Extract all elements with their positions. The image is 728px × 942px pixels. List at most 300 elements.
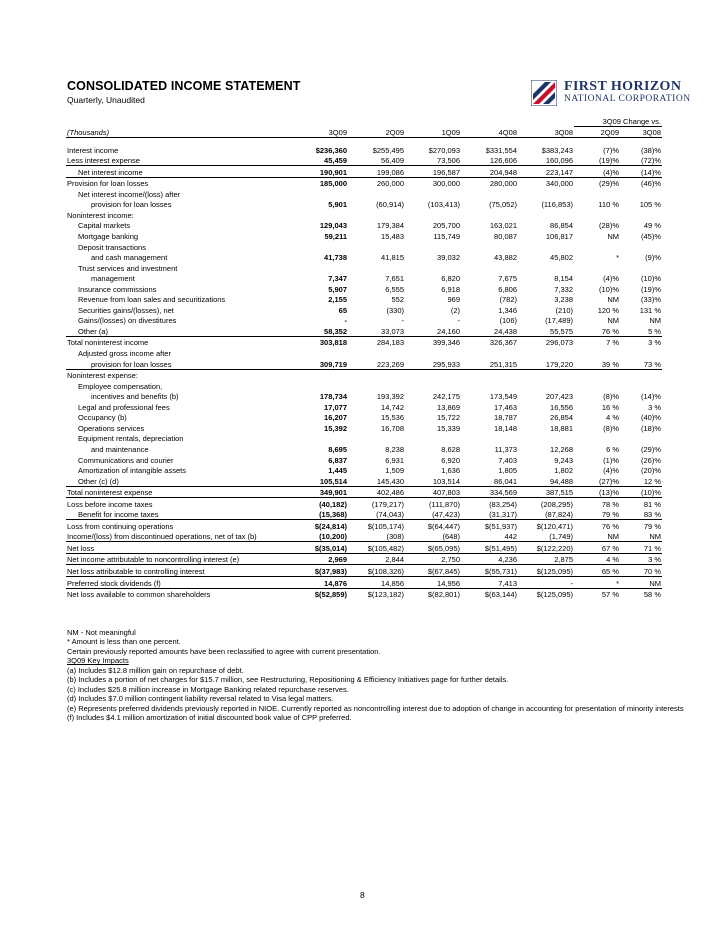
statement-row xyxy=(66,220,662,231)
value-cell: 179,220 xyxy=(545,359,573,369)
row-label: Loss from continuing operations xyxy=(66,520,288,531)
value-cell: 1,346 xyxy=(498,305,517,315)
statement-row xyxy=(66,486,662,498)
value-cell: 207,423 xyxy=(545,392,573,402)
value-cell: 205,700 xyxy=(432,221,460,231)
value-cell xyxy=(348,380,405,391)
change-vs-2q09: (10)% xyxy=(598,284,619,294)
value-cell xyxy=(518,209,574,220)
value-cell: 160,096 xyxy=(545,156,573,166)
value-3q09: 14,876 xyxy=(288,576,348,588)
change-vs-2q09: 65 % xyxy=(574,565,620,577)
value-3q09 xyxy=(288,433,348,444)
col-header-2q09: 2Q09 xyxy=(348,126,405,138)
value-3q09: 45,459 xyxy=(324,156,347,166)
col-header-4q08: 4Q08 xyxy=(461,126,518,138)
value-cell: 7,332 xyxy=(554,284,573,294)
value-cell: 45,802 xyxy=(550,253,573,263)
value-3q09: (15,368) xyxy=(319,510,347,520)
value-cell: 15,722 xyxy=(437,413,460,423)
value-cell: 103,514 xyxy=(432,476,460,486)
change-vs-3q08 xyxy=(620,347,662,358)
value-cell xyxy=(461,433,518,444)
row-label: Trust services and investment xyxy=(78,263,178,273)
value-cell xyxy=(405,433,461,444)
change-vs-2q09: NM xyxy=(607,295,619,305)
value-cell xyxy=(461,241,518,252)
statement-row xyxy=(66,252,662,263)
statement-row xyxy=(66,315,662,326)
value-cell: 8,238 xyxy=(385,444,404,454)
change-vs-2q09: (28)% xyxy=(598,221,619,231)
row-label: Loss before income taxes xyxy=(66,498,288,509)
change-vs-3q08: (46)% xyxy=(620,177,662,188)
row-label: Securities gains/(losses), net xyxy=(78,305,174,315)
logo-mark-icon xyxy=(531,80,557,106)
change-vs-3q08: 105 % xyxy=(639,200,661,210)
value-3q09: 349,901 xyxy=(288,486,348,498)
value-cell: 2,844 xyxy=(348,553,405,565)
value-cell xyxy=(405,369,461,380)
change-vs-3q08: (72)% xyxy=(640,156,661,166)
value-cell: 6,820 xyxy=(441,274,460,284)
value-3q09: 6,837 xyxy=(328,455,347,465)
value-cell: 18,787 xyxy=(494,413,517,423)
statement-row xyxy=(66,283,662,294)
change-vs-2q09 xyxy=(574,241,620,252)
change-vs-3q08: (45)% xyxy=(640,232,661,242)
value-cell: 7,413 xyxy=(461,576,518,588)
change-vs-2q09: 16 % xyxy=(601,402,619,412)
value-cell: 442 xyxy=(504,532,517,542)
value-cell: 552 xyxy=(391,295,404,305)
change-vs-2q09: 78 % xyxy=(574,498,620,509)
change-vs-2q09: (29)% xyxy=(574,177,620,188)
value-cell: $(125,095) xyxy=(518,588,574,599)
value-cell: 16,556 xyxy=(550,402,573,412)
change-vs-2q09: 120 % xyxy=(597,305,619,315)
value-cell: $(108,326) xyxy=(348,565,405,577)
statement-row xyxy=(66,475,662,486)
value-cell: (83,254) xyxy=(461,498,518,509)
value-3q09 xyxy=(288,209,348,220)
value-3q09: $(37,983) xyxy=(288,565,348,577)
change-vs-3q08: 70 % xyxy=(620,565,662,577)
value-cell: (111,870) xyxy=(405,498,461,509)
value-cell: 3,238 xyxy=(554,295,573,305)
value-cell: 969 xyxy=(447,295,460,305)
change-vs-2q09: (4)% xyxy=(574,166,620,178)
value-cell: (87,824) xyxy=(545,510,573,520)
statement-row xyxy=(66,369,662,380)
value-3q09: 1,445 xyxy=(328,466,347,476)
value-cell: 179,384 xyxy=(376,221,404,231)
value-cell: 6,806 xyxy=(498,284,517,294)
change-vs-2q09: 76 % xyxy=(574,520,620,531)
value-3q09 xyxy=(288,369,348,380)
change-vs-3q08: (9)% xyxy=(645,253,661,263)
change-vs-2q09 xyxy=(574,369,620,380)
statement-row xyxy=(66,155,662,166)
value-cell: (75,052) xyxy=(489,200,517,210)
value-cell: (782) xyxy=(499,295,517,305)
col-header-label: (Thousands) xyxy=(66,126,288,138)
value-3q09: 2,969 xyxy=(288,553,348,565)
value-cell: - xyxy=(518,576,574,588)
statement-row xyxy=(66,401,662,412)
value-3q09: 185,000 xyxy=(288,177,348,188)
col-header-chg-3q08: 3Q08 xyxy=(620,126,662,138)
change-vs-3q08: (19)% xyxy=(640,284,661,294)
note-a: (a) Includes $12.8 million gain on repurchase of debt. xyxy=(67,665,244,675)
value-cell: $(63,144) xyxy=(461,588,518,599)
change-group-label: 3Q09 Change vs. xyxy=(574,115,662,126)
value-cell: 11,373 xyxy=(494,444,517,454)
value-cell: 223,269 xyxy=(376,359,404,369)
value-3q09 xyxy=(288,241,348,252)
value-cell: 251,315 xyxy=(489,359,517,369)
statement-row xyxy=(66,347,662,358)
change-vs-2q09: 110 % xyxy=(598,200,619,210)
change-vs-3q08 xyxy=(620,369,662,380)
change-vs-3q08 xyxy=(620,241,662,252)
statement-row xyxy=(66,380,662,391)
value-cell: 204,948 xyxy=(461,166,518,178)
row-label: and maintenance xyxy=(91,444,149,454)
value-cell: (106) xyxy=(499,316,517,326)
value-cell xyxy=(518,188,574,199)
change-vs-3q08: (26)% xyxy=(640,455,661,465)
change-vs-2q09: 4 % xyxy=(574,553,620,565)
value-cell: 145,430 xyxy=(376,476,404,486)
value-cell xyxy=(518,433,574,444)
statement-row xyxy=(66,177,662,188)
value-3q09: 5,907 xyxy=(328,284,347,294)
row-label: Noninterest income: xyxy=(67,210,134,220)
row-label: Net loss attributable to controlling interest xyxy=(66,565,288,577)
value-cell: 14,856 xyxy=(348,576,405,588)
change-vs-2q09: 76 % xyxy=(601,326,619,336)
value-cell: (60,914) xyxy=(376,200,404,210)
value-cell xyxy=(461,262,518,273)
value-cell: $255,495 xyxy=(372,145,404,155)
value-cell: 280,000 xyxy=(461,177,518,188)
value-3q09 xyxy=(288,380,348,391)
change-vs-2q09 xyxy=(574,209,620,220)
value-cell xyxy=(405,209,461,220)
statement-row xyxy=(66,199,662,210)
value-cell xyxy=(405,241,461,252)
value-cell: 296,073 xyxy=(518,336,574,347)
value-cell: 106,817 xyxy=(545,232,573,242)
value-cell xyxy=(348,262,405,273)
change-vs-2q09 xyxy=(574,347,620,358)
change-vs-2q09: (27)% xyxy=(598,476,619,486)
value-cell: 39,032 xyxy=(437,253,460,263)
statement-row xyxy=(66,531,662,542)
value-cell: 260,000 xyxy=(348,177,405,188)
value-cell: $(122,220) xyxy=(518,542,574,554)
value-3q09: $(52,859) xyxy=(288,588,348,599)
statement-row xyxy=(66,230,662,241)
change-vs-2q09: 7 % xyxy=(574,336,620,347)
value-cell: $(65,095) xyxy=(405,542,461,554)
note-reclassified: Certain previously reported amounts have been reclassified to agree with current presentation. xyxy=(67,646,381,656)
value-cell: 86,041 xyxy=(494,476,517,486)
value-cell: (648) xyxy=(442,532,460,542)
value-cell: (17,489) xyxy=(545,316,573,326)
value-cell: $(67,845) xyxy=(405,565,461,577)
value-cell: 18,881 xyxy=(550,423,573,433)
value-cell: (1,749) xyxy=(549,532,573,542)
change-vs-2q09: (4)% xyxy=(603,466,619,476)
change-vs-3q08 xyxy=(620,188,662,199)
value-cell: 326,367 xyxy=(461,336,518,347)
row-label: Total noninterest expense xyxy=(66,486,288,498)
statement-row xyxy=(66,443,662,454)
change-vs-2q09 xyxy=(574,262,620,273)
value-cell xyxy=(518,347,574,358)
row-label: Gains/(losses) on divestitures xyxy=(78,316,177,326)
value-cell xyxy=(518,369,574,380)
value-cell xyxy=(348,347,405,358)
change-vs-2q09: (1)% xyxy=(603,455,619,465)
value-cell: 115,749 xyxy=(433,232,460,242)
value-cell: 13,869 xyxy=(437,402,460,412)
value-cell: 12,268 xyxy=(550,444,573,454)
value-3q09: 105,514 xyxy=(319,476,347,486)
change-vs-2q09: NM xyxy=(607,532,619,542)
value-cell: 6,920 xyxy=(441,455,460,465)
value-cell xyxy=(518,262,574,273)
row-label: Communications and courier xyxy=(78,455,174,465)
value-cell: $(51,495) xyxy=(461,542,518,554)
row-label: Net income attributable to noncontrolling interest (e) xyxy=(66,553,288,565)
value-cell: (116,853) xyxy=(541,200,573,210)
statement-row xyxy=(66,273,662,284)
value-cell: 196,587 xyxy=(405,166,461,178)
change-vs-3q08: NM xyxy=(620,576,662,588)
value-3q09: $(35,014) xyxy=(288,542,348,554)
statement-row xyxy=(66,188,662,199)
value-cell: 223,147 xyxy=(518,166,574,178)
row-label: Other (a) xyxy=(78,326,109,336)
change-vs-3q08: 3 % xyxy=(620,553,662,565)
value-3q09: 7,347 xyxy=(328,274,347,284)
value-3q09: $(24,814) xyxy=(288,520,348,531)
statement-row xyxy=(66,294,662,305)
value-cell xyxy=(461,347,518,358)
value-cell: $(125,095) xyxy=(518,565,574,577)
row-label: provision for loan losses xyxy=(91,359,172,369)
value-3q09: 59,211 xyxy=(324,232,347,242)
col-header-3q09: 3Q09 xyxy=(288,126,348,138)
value-cell: 7,403 xyxy=(498,455,517,465)
value-cell: - xyxy=(401,316,404,326)
row-label: Adjusted gross income after xyxy=(78,349,171,359)
change-vs-3q08: NM xyxy=(649,316,661,326)
value-cell: 14,956 xyxy=(405,576,461,588)
statement-row xyxy=(66,588,662,599)
value-cell xyxy=(461,380,518,391)
row-label: Benefit for income taxes xyxy=(78,510,159,520)
value-cell: 8,628 xyxy=(441,444,460,454)
change-vs-2q09: (13)% xyxy=(574,486,620,498)
value-cell: $383,243 xyxy=(541,145,573,155)
value-3q09: 5,901 xyxy=(328,200,347,210)
statement-row xyxy=(66,241,662,252)
row-label: Occupancy (b) xyxy=(78,413,127,423)
value-3q09: 41,738 xyxy=(324,253,347,263)
note-key-impacts-heading: 3Q09 Key Impacts xyxy=(67,656,129,666)
value-cell xyxy=(405,262,461,273)
row-label: Employee compensation, xyxy=(78,381,163,391)
company-logo xyxy=(531,80,721,106)
value-cell: 300,000 xyxy=(405,177,461,188)
value-cell: - xyxy=(457,316,460,326)
value-cell: 173,549 xyxy=(489,392,517,402)
change-vs-3q08: (20)% xyxy=(640,466,661,476)
value-cell: $(120,471) xyxy=(518,520,574,531)
value-cell: 284,183 xyxy=(348,336,405,347)
value-cell: $331,554 xyxy=(485,145,517,155)
change-vs-2q09: 57 % xyxy=(574,588,620,599)
change-vs-3q08 xyxy=(620,209,662,220)
value-cell: $(55,731) xyxy=(461,565,518,577)
value-3q09: 58,352 xyxy=(324,326,347,336)
value-cell: 41,815 xyxy=(381,253,404,263)
change-vs-2q09: (8)% xyxy=(603,423,619,433)
value-3q09: 178,734 xyxy=(319,392,347,402)
row-label: Insurance commissions xyxy=(78,284,157,294)
row-label: Other (c) (d) xyxy=(78,476,119,486)
statement-row xyxy=(66,542,662,554)
change-vs-3q08: 81 % xyxy=(620,498,662,509)
value-cell: (308) xyxy=(386,532,404,542)
note-f: (f) Includes $4.1 million amortization of initial discounted book value of CPP preferred. xyxy=(67,713,352,723)
col-header-chg-2q09: 2Q09 xyxy=(574,126,620,138)
change-vs-3q08: (14)% xyxy=(640,392,661,402)
value-cell: $(105,482) xyxy=(348,542,405,554)
value-cell: 1,636 xyxy=(441,466,460,476)
statement-row xyxy=(66,465,662,476)
change-vs-2q09: NM xyxy=(607,232,619,242)
value-cell: 193,392 xyxy=(376,392,404,402)
note-e: (e) Represents preferred dividends previously reported in NIOE. Currently reported as noncontrolling interest due to adoption of change in accounting for presentation of minority interests xyxy=(67,703,684,713)
value-cell: (103,413) xyxy=(427,200,460,210)
change-vs-2q09 xyxy=(574,433,620,444)
statement-row xyxy=(66,304,662,315)
value-3q09: 190,901 xyxy=(288,166,348,178)
change-vs-3q08: 79 % xyxy=(620,520,662,531)
change-vs-3q08: (38)% xyxy=(640,145,661,155)
change-vs-2q09 xyxy=(574,380,620,391)
statement-subtitle: Quarterly, Unaudited xyxy=(67,95,145,105)
value-cell xyxy=(405,188,461,199)
value-3q09: (10,200) xyxy=(319,532,347,542)
value-3q09 xyxy=(288,188,348,199)
value-cell: (208,295) xyxy=(518,498,574,509)
value-cell: 242,175 xyxy=(432,392,460,402)
value-cell: 340,000 xyxy=(518,177,574,188)
value-3q09: - xyxy=(344,316,347,326)
statement-row xyxy=(66,576,662,588)
value-cell: 15,536 xyxy=(381,413,404,423)
value-cell xyxy=(461,369,518,380)
value-cell: 16,708 xyxy=(381,423,404,433)
value-cell: 73,506 xyxy=(437,156,460,166)
value-3q09: 8,695 xyxy=(328,444,347,454)
value-cell: 407,803 xyxy=(405,486,461,498)
change-vs-3q08: (10)% xyxy=(640,274,661,284)
change-vs-2q09: * xyxy=(616,253,619,263)
change-vs-2q09: (4)% xyxy=(603,274,619,284)
note-nm: NM - Not meaningful xyxy=(67,628,136,637)
change-vs-3q08: 3 % xyxy=(620,336,662,347)
change-vs-2q09: (8)% xyxy=(603,392,619,402)
value-cell: 6,918 xyxy=(441,284,460,294)
change-vs-3q08: (14)% xyxy=(620,166,662,178)
value-3q09: 2,155 xyxy=(328,295,347,305)
value-cell xyxy=(405,380,461,391)
row-label: Net interest income xyxy=(66,166,288,178)
value-3q09: 16,207 xyxy=(324,413,347,423)
row-label: Provision for loan losses xyxy=(66,177,288,188)
value-cell: 7,675 xyxy=(498,274,517,284)
change-vs-3q08: 12 % xyxy=(643,476,661,486)
statement-row xyxy=(66,391,662,402)
value-cell: 80,087 xyxy=(494,232,517,242)
statement-row xyxy=(66,358,662,369)
statement-row xyxy=(66,412,662,423)
value-cell: 1,509 xyxy=(385,466,404,476)
change-vs-3q08 xyxy=(620,262,662,273)
value-cell: 56,409 xyxy=(381,156,404,166)
value-cell: (210) xyxy=(555,305,573,315)
change-vs-3q08: NM xyxy=(649,532,661,542)
row-label: Legal and professional fees xyxy=(78,402,170,412)
value-cell: 8,154 xyxy=(554,274,573,284)
statement-row xyxy=(66,325,662,336)
change-vs-3q08: (33)% xyxy=(640,295,661,305)
value-cell: $270,093 xyxy=(428,145,460,155)
value-cell: 14,742 xyxy=(381,402,404,412)
value-cell: 334,569 xyxy=(461,486,518,498)
row-label: Revenue from loan sales and securitizations xyxy=(78,295,226,305)
value-cell xyxy=(461,209,518,220)
footnotes xyxy=(67,628,684,723)
value-cell: 9,243 xyxy=(554,455,573,465)
value-3q09: 65 xyxy=(338,305,347,315)
change-vs-2q09: * xyxy=(574,576,620,588)
row-label: Noninterest expense: xyxy=(66,369,288,380)
row-label: Capital markets xyxy=(78,221,131,231)
row-label: Deposit transactions xyxy=(78,242,146,252)
change-vs-2q09: 39 % xyxy=(601,359,619,369)
value-cell: (2) xyxy=(450,305,460,315)
change-vs-2q09: 79 % xyxy=(601,510,619,520)
row-label: Amortization of intangible assets xyxy=(78,466,186,476)
value-cell: 6,555 xyxy=(385,284,404,294)
row-label: Operations services xyxy=(78,423,145,433)
value-cell xyxy=(461,188,518,199)
value-cell: $(64,447) xyxy=(405,520,461,531)
note-d: (d) Includes $7.0 million contingent liability reversal related to Visa legal matters. xyxy=(67,694,334,704)
change-vs-3q08 xyxy=(620,380,662,391)
value-cell: (330) xyxy=(386,305,404,315)
value-3q09: (40,182) xyxy=(288,498,348,509)
value-cell xyxy=(348,369,405,380)
